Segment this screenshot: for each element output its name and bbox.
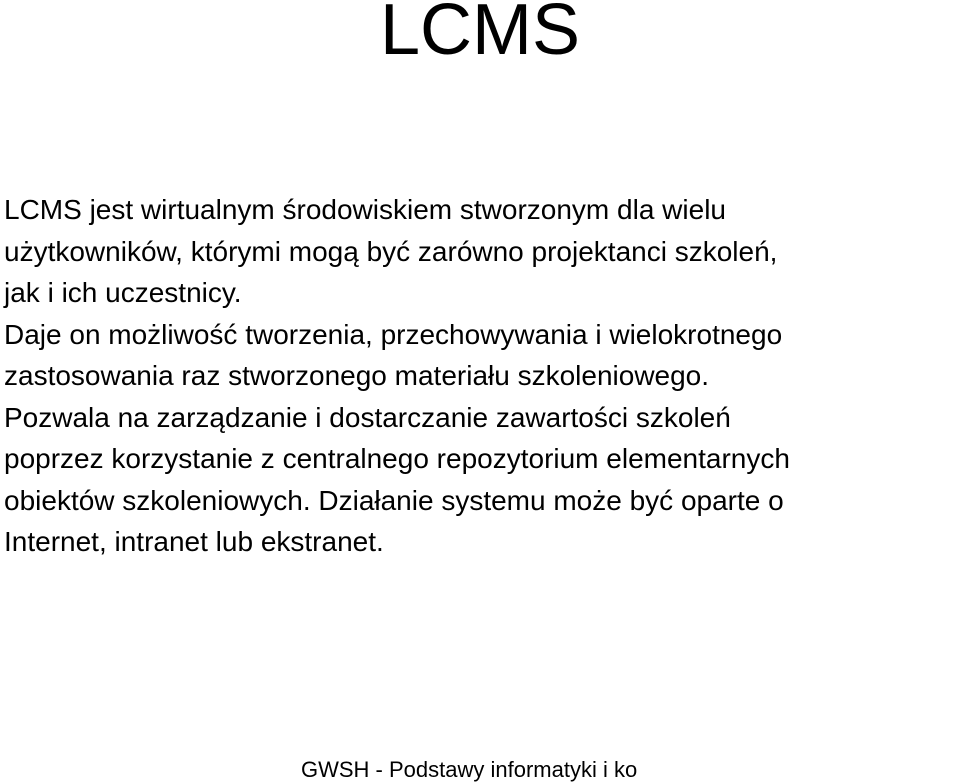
body-line: LCMS jest wirtualnym środowiskiem stworzonym dla wielu — [4, 194, 726, 225]
body-line: Daje on możliwość tworzenia, przechowywania i wielokrotnego — [4, 318, 783, 350]
body-line: Pozwala na zarządzanie i dostarczanie zawartości szkoleń — [4, 401, 731, 433]
body-line: użytkowników, którymi mogą być zarówno projektanci szkoleń, — [4, 235, 778, 267]
body-line: Internet, intranet lub ekstranet. — [4, 526, 384, 557]
body-line: zastosowania raz stworzonego materiału szkoleniowego. — [4, 360, 710, 391]
slide-footer: GWSH - Podstawy informatyki i ko — [301, 757, 638, 782]
slide-title: LCMS — [379, 0, 581, 70]
body-line: jak i ich uczestnicy. — [4, 277, 242, 308]
body-line: obiektów szkoleniowych. Działanie systemu może być oparte o — [4, 484, 784, 516]
slide-body-text — [4, 189, 960, 563]
body-line: poprzez korzystanie z centralnego repozytorium elementarnych — [4, 443, 790, 474]
